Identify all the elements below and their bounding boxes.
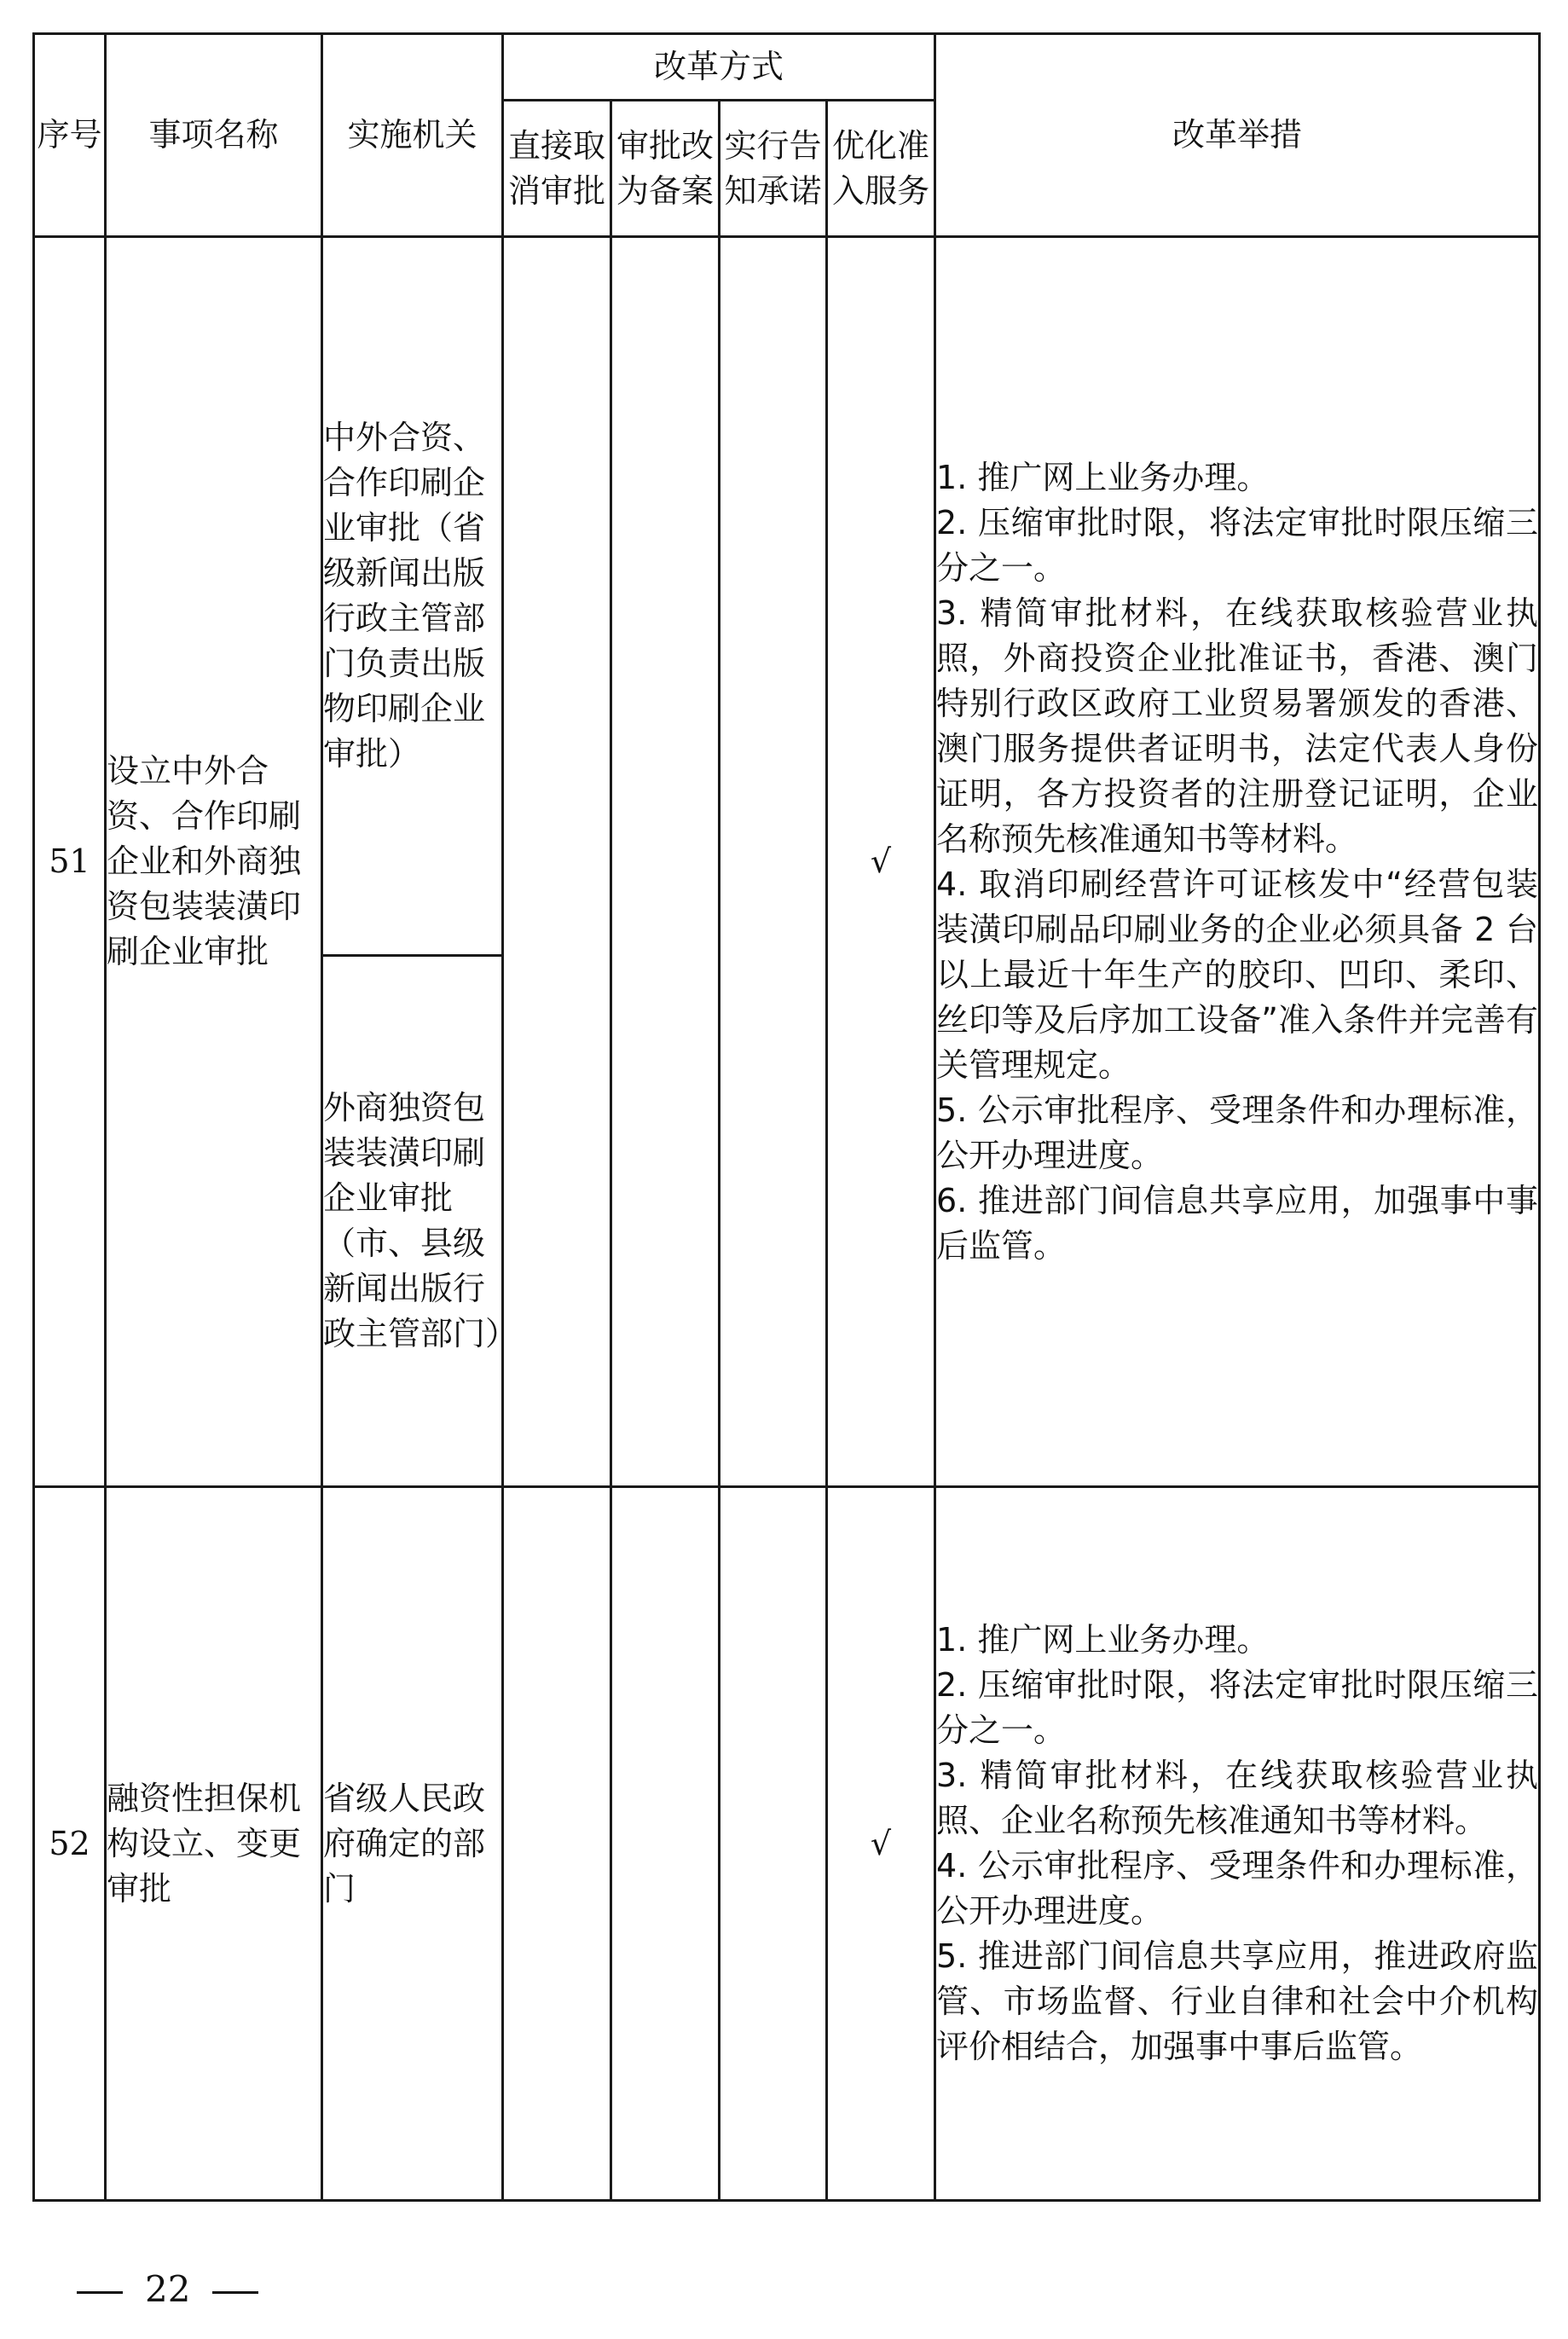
row-method-cancel <box>503 1487 611 2201</box>
row-seq: 52 <box>34 1487 106 2201</box>
row-measures <box>935 237 1540 1487</box>
measure-item: 5. 公示审批程序、受理条件和办理标准，公开办理进度。 <box>936 1091 1539 1174</box>
header-method-notify: 实行告知承诺 <box>720 101 827 237</box>
row-method-cancel <box>503 237 611 1487</box>
measure-item: 4. 公示审批程序、受理条件和办理标准，公开办理进度。 <box>936 1847 1539 1930</box>
table-row <box>34 237 1540 956</box>
row-method-notify <box>720 237 827 1487</box>
header-method-filing: 审批改为备案 <box>611 101 720 237</box>
row-method-filing <box>611 237 720 1487</box>
footer-dash-right <box>212 2291 258 2294</box>
measure-item: 4. 取消印刷经营许可证核发中“经营包装装潢印刷品印刷业务的企业必须具备 2 台以上最近十年生产的胶印、凹印、柔印、丝印等及后序加工设备”准入条件并完善有关管理规定。 <box>936 865 1539 1084</box>
measure-item: 1. 推广网上业务办理。 <box>936 458 1270 496</box>
header-seq: 序号 <box>34 34 106 237</box>
row-agency: 外商独资包装装潢印刷企业审批（市、县级新闻出版行政主管部门） <box>322 956 503 1487</box>
row-agency: 省级人民政府确定的部门 <box>322 1487 503 2201</box>
measure-item: 3. 精简审批材料，在线获取核验营业执照、企业名称预先核准通知书等材料。 <box>936 1757 1539 1839</box>
row-method-optimize-check: √ <box>827 1487 935 2201</box>
measure-item: 3. 精简审批材料，在线获取核验营业执照，外商投资企业批准证书，香港、澳门特别行政区政府工业贸易署颁发的香港、澳门服务提供者证明书，法定代表人身份证明，各方投资者的注册登记证明，企业名称预先核准通知书等材料。 <box>936 593 1539 858</box>
page-footer <box>77 2264 258 2315</box>
footer-dash-left <box>77 2291 123 2294</box>
row-measures <box>935 1487 1540 2201</box>
header-method-optimize: 优化准入服务 <box>827 101 935 237</box>
measure-item: 2. 压缩审批时限，将法定审批时限压缩三分之一。 <box>936 1666 1539 1749</box>
row-seq: 51 <box>34 237 106 1487</box>
row-method-optimize-check: √ <box>827 237 935 1487</box>
header-measures: 改革举措 <box>935 34 1540 237</box>
row-agency: 中外合资、合作印刷企业审批（省级新闻出版行政主管部门负责出版物印刷企业审批） <box>322 237 503 956</box>
row-method-notify <box>720 1487 827 2201</box>
row-item-name: 融资性担保机构设立、变更审批 <box>106 1487 322 2201</box>
row-item-name: 设立中外合资、合作印刷企业和外商独资包装装潢印刷企业审批 <box>106 237 322 1487</box>
measure-item: 2. 压缩审批时限，将法定审批时限压缩三分之一。 <box>936 503 1539 587</box>
measure-item: 6. 推进部门间信息共享应用，加强事中事后监管。 <box>936 1181 1539 1265</box>
measure-item: 1. 推广网上业务办理。 <box>936 1621 1270 1659</box>
row-method-filing <box>611 1487 720 2201</box>
reform-table <box>32 32 1541 2202</box>
header-method-cancel: 直接取消审批 <box>503 101 611 237</box>
table-row <box>34 1487 1540 2201</box>
header-reform-method: 改革方式 <box>503 34 935 101</box>
header-agency: 实施机关 <box>322 34 503 237</box>
header-item-name: 事项名称 <box>106 34 322 237</box>
page-number: 22 <box>145 2268 191 2310</box>
measure-item: 5. 推进部门间信息共享应用，推进政府监管、市场监督、行业自律和社会中介机构评价相结合，加强事中事后监管。 <box>936 1937 1539 2065</box>
